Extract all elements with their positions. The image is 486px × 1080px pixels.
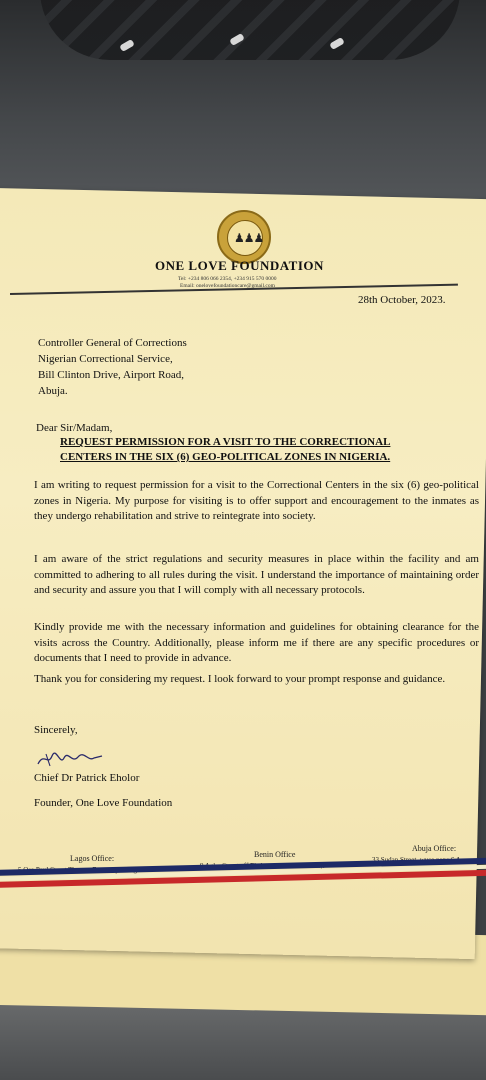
subject-line-1: REQUEST PERMISSION FOR A VISIT TO THE CORRECTIONAL [60,436,391,448]
foundation-logo-icon: ♟♟♟ [217,210,271,264]
salutation: Dear Sir/Madam, [36,422,113,434]
contact-phone: Tel: +234 806 066 2354, +234 915 570 0000 [178,276,277,282]
recipient-line: Nigerian Correctional Service, [38,353,173,365]
letter-date: 28th October, 2023. [358,294,446,306]
body-paragraph-4: Thank you for considering my request. I look forward to your prompt response and guidance. [34,673,446,685]
footer-lagos-label: Lagos Office: [70,854,115,863]
signatory-name: Chief Dr Patrick Eholor [34,772,140,784]
body-paragraph-2: I am aware of the strict regulations and security measures in place within the facility and am committed to adhering to all rules during the visit. I understand the importance of maintaining order and security and assure you that I will comply with all necessary protocols. [34,553,479,596]
recipient-line: Abuja. [38,385,68,397]
body-paragraph-3: Kindly provide me with the necessary information and guidelines for obtaining clearance for the visits across the Country. Additionally, please inform me if there are any specific procedures or documents that I need to provide in advance. [34,621,479,664]
footer-abuja-label: Abuja Office: [412,844,457,853]
signatory-title: Founder, One Love Foundation [34,797,173,809]
footer-benin-label: Benin Office [254,850,296,859]
signature-icon [36,748,106,770]
recipient-line: Controller General of Corrections [38,337,187,349]
closing: Sincerely, [34,724,78,736]
recipient-line: Bill Clinton Drive, Airport Road, [38,369,185,381]
body-paragraph-1: I am writing to request permission for a visit to the Correctional Centers in the six (6) geo-political zones in Nigeria. My purpose for visiting is to offer support and encouragement to the inmates as they undergo rehabilitation and strive to reintegrate into society. [34,479,479,522]
subject-line-2: CENTERS IN THE SIX (6) GEO-POLITICAL ZONES IN NIGERIA. [60,451,391,463]
contact-email: Email: onelovefoundationcare@gmail.com [180,283,275,289]
org-name: ONE LOVE FOUNDATION [155,258,324,273]
